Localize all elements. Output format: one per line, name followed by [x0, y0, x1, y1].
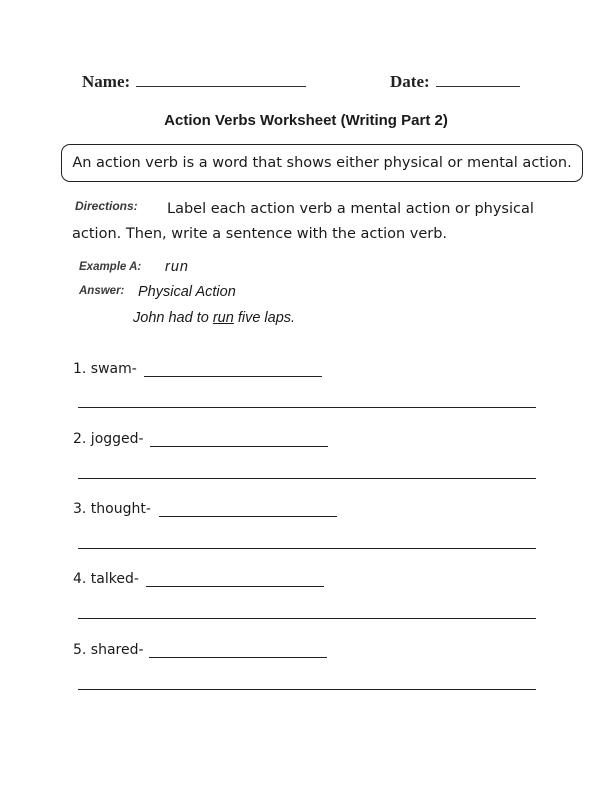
- example-sentence: [133, 310, 295, 326]
- definition-text: An action verb is a word that shows either physical or mental action.: [72, 155, 572, 171]
- sentence-line[interactable]: [78, 548, 536, 549]
- question-label: 4. talked-: [73, 571, 139, 587]
- worksheet-title: Action Verbs Worksheet (Writing Part 2): [164, 112, 448, 129]
- sentence-line[interactable]: [78, 618, 536, 619]
- name-blank[interactable]: [136, 72, 306, 87]
- name-field[interactable]: [82, 72, 306, 92]
- question-label: 2. jogged-: [73, 431, 144, 447]
- answer-text: Physical Action: [138, 284, 236, 300]
- question-label: 3. thought-: [73, 501, 151, 517]
- date-blank[interactable]: [436, 72, 520, 87]
- directions-text: Label each action verb a mental action or physical action. Then, write a sentence with the action verb.: [72, 201, 534, 242]
- date-label: Date:: [390, 72, 430, 91]
- answer-label: Answer:: [79, 285, 125, 297]
- example-label: Example A:: [79, 261, 142, 273]
- sentence-line[interactable]: [78, 689, 536, 690]
- question-label: 5. shared-: [73, 642, 144, 658]
- question-answer-blank[interactable]: [159, 516, 337, 517]
- question-label: 1. swam-: [73, 361, 137, 377]
- example-sentence-start: John had to: [133, 310, 213, 326]
- question-answer-blank[interactable]: [149, 657, 327, 658]
- example-word: run: [165, 259, 189, 275]
- sentence-line[interactable]: [78, 407, 536, 408]
- directions-label: Directions:: [75, 199, 138, 213]
- name-label: Name:: [82, 72, 131, 91]
- question-answer-blank[interactable]: [146, 586, 324, 587]
- question-answer-blank[interactable]: [144, 376, 322, 377]
- date-field[interactable]: [390, 72, 520, 92]
- sentence-line[interactable]: [78, 478, 536, 479]
- question-answer-blank[interactable]: [150, 446, 328, 447]
- example-sentence-end: five laps.: [233, 310, 296, 326]
- example-sentence-verb: run: [212, 310, 234, 326]
- definition-box: [61, 144, 583, 182]
